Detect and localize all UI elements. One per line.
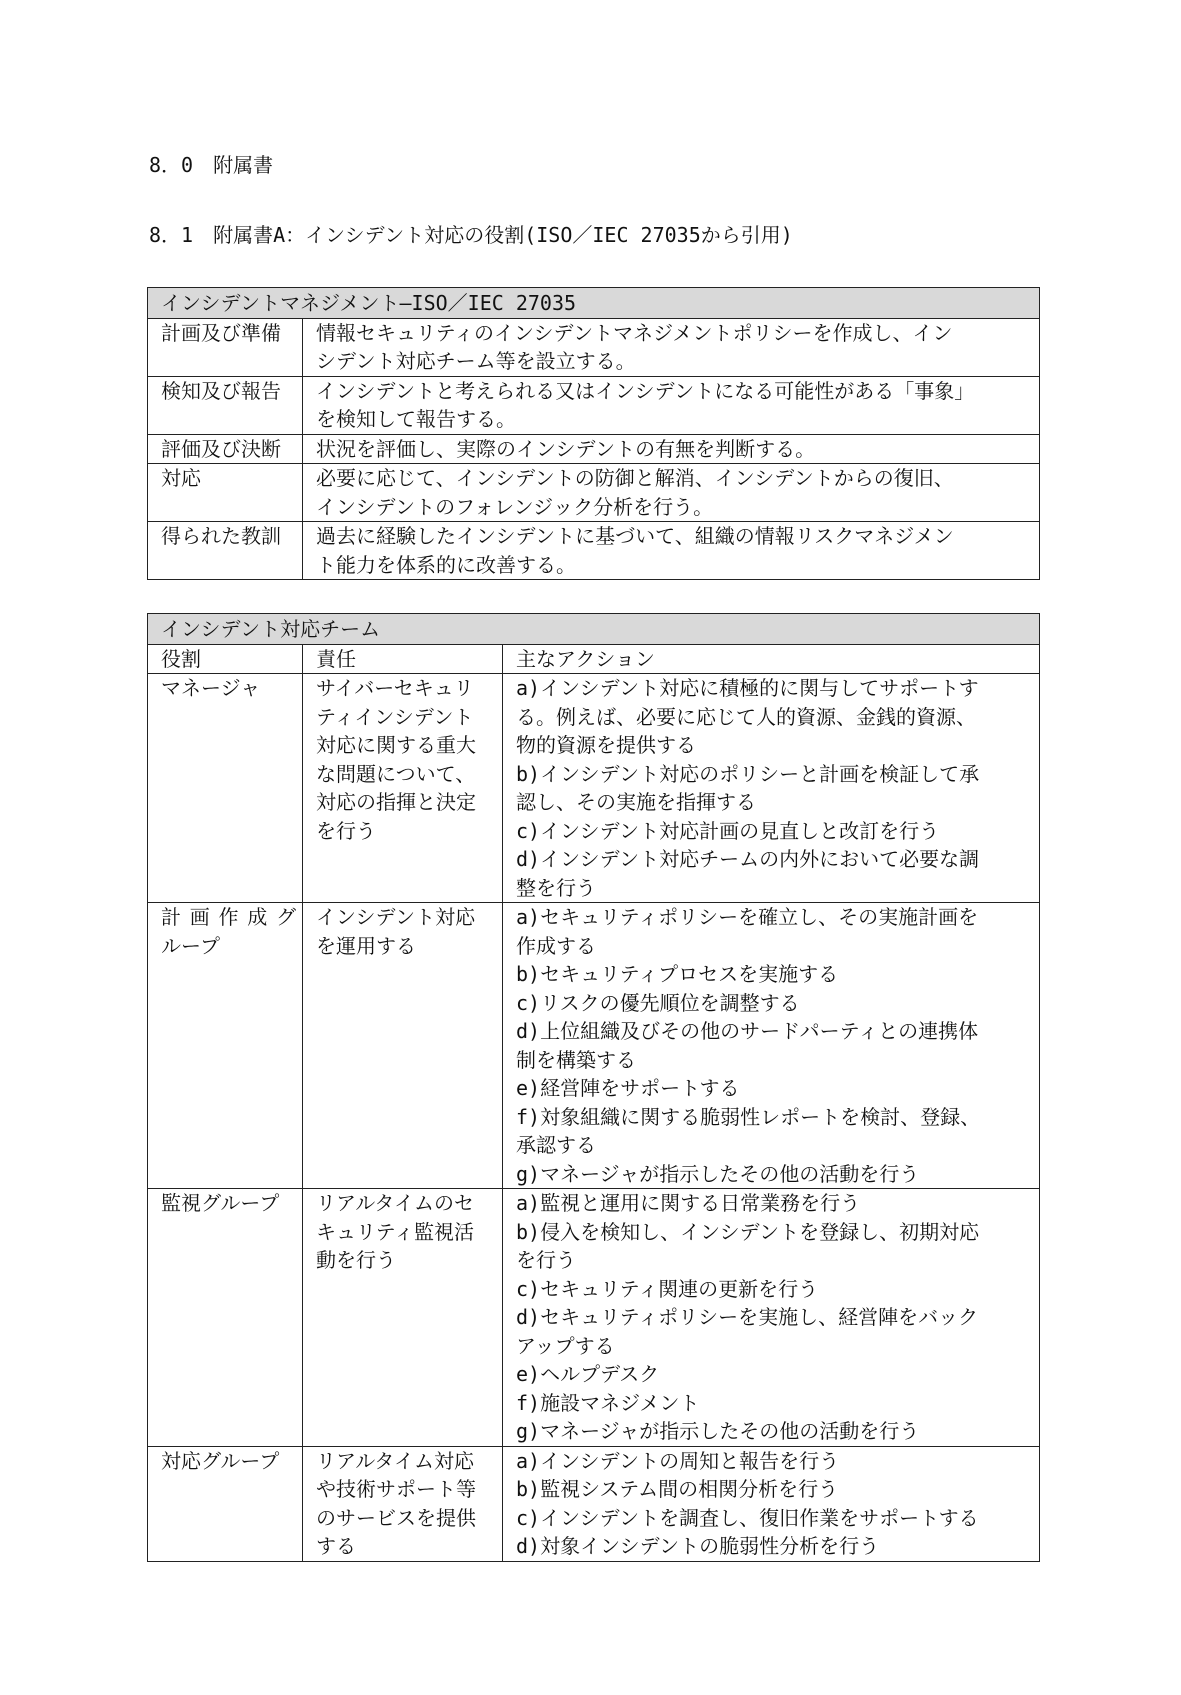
table-title-row — [148, 288, 1040, 319]
responsibility-cell-line: な問題について、 — [316, 761, 476, 786]
phase-cell-line: 検知及び報告 — [161, 378, 281, 403]
role-cell — [148, 1189, 303, 1447]
description-cell-line: 過去に経験したインシデントに基づいて、組織の情報リスクマネジメン — [316, 524, 954, 548]
actions-cell-line: c)リスクの優先順位を調整する — [516, 990, 800, 1015]
responsibility-cell-line: リアルタイム対応 — [316, 1448, 474, 1473]
responsibility-cell-line: 動を行う — [316, 1248, 396, 1272]
actions-cell-line: 制を構築する — [516, 1047, 636, 1072]
role-cell-line: 監視グループ — [161, 1191, 280, 1215]
actions-cell-line: 物的資源を提供する — [516, 733, 696, 757]
column-header-actions: 主なアクション — [503, 644, 1040, 674]
role-cell — [148, 903, 303, 1189]
table-title: インシデントマネジメント―ISO／IEC 27035 — [148, 288, 1040, 319]
description-cell-line: 状況を評価し、実際のインシデントの有無を判断する。 — [316, 436, 816, 461]
role-cell — [148, 1446, 303, 1561]
description-cell-line: を検知して報告する。 — [316, 407, 516, 431]
responsibility-cell-line: キュリティ監視活 — [316, 1219, 474, 1244]
incident-management-table — [147, 287, 1040, 580]
description-cell-line: 情報セキュリティのインシデントマネジメントポリシーを作成し、イン — [316, 320, 953, 345]
role-cell-line: 計画作成グ — [161, 905, 296, 929]
table-row — [148, 318, 1040, 376]
actions-cell-line: b)セキュリティプロセスを実施する — [516, 962, 839, 986]
phase-cell — [148, 318, 303, 376]
responsibility-cell-line: 対応の指揮と決定 — [316, 790, 476, 814]
actions-cell — [503, 903, 1040, 1189]
column-header-role: 役割 — [148, 644, 303, 674]
actions-cell-line: e)経営陣をサポートする — [516, 1076, 740, 1100]
responsibility-cell-line: 対応に関する重大 — [316, 733, 476, 757]
responsibility-cell-line: を運用する — [316, 933, 416, 958]
responsibility-cell — [303, 903, 503, 1189]
description-cell — [303, 318, 1040, 376]
responsibility-cell — [303, 674, 503, 903]
table-row — [148, 903, 1040, 1189]
role-cell — [148, 674, 303, 903]
responsibility-cell-line: ティインシデント — [316, 704, 474, 729]
description-cell-line: インシデントのフォレンジック分析を行う。 — [316, 494, 714, 519]
actions-cell-line: e)ヘルプデスク — [516, 1362, 660, 1386]
responsibility-cell-line: や技術サポート等 — [316, 1477, 476, 1501]
role-cell-line: ループ — [161, 933, 220, 958]
actions-cell-line: b)侵入を検知し、インシデントを登録し、初期対応 — [516, 1219, 980, 1244]
actions-cell-line: アップする — [516, 1333, 615, 1358]
table-row — [148, 1189, 1040, 1447]
actions-cell-line: f)施設マネジメント — [516, 1390, 700, 1415]
column-header-responsibility: 責任 — [303, 644, 503, 674]
role-cell-line: マネージャ — [161, 676, 261, 700]
actions-cell-line: c)インシデント対応計画の見直しと改訂を行う — [516, 818, 940, 843]
phase-cell-line: 評価及び決断 — [161, 436, 281, 461]
actions-cell-line: 整を行う — [516, 875, 596, 900]
actions-cell-line: 認し、その実施を指揮する — [516, 790, 756, 814]
phase-cell-line: 対応 — [161, 466, 201, 490]
phase-cell — [148, 434, 303, 464]
actions-cell-line: c)インシデントを調査し、復旧作業をサポートする — [516, 1505, 979, 1530]
actions-cell-line: a)監視と運用に関する日常業務を行う — [516, 1191, 861, 1215]
actions-cell — [503, 1189, 1040, 1447]
actions-cell-line: d)インシデント対応チームの内外において必要な調 — [516, 847, 980, 871]
table-row — [148, 376, 1040, 434]
table-title: インシデント対応チーム — [148, 614, 1040, 645]
phase-cell — [148, 522, 303, 580]
table-title-row — [148, 614, 1040, 645]
responsibility-cell-line: を行う — [316, 818, 376, 843]
actions-cell-line: d)セキュリティポリシーを実施し、経営陣をバック — [516, 1305, 979, 1329]
description-cell — [303, 464, 1040, 522]
responsibility-cell — [303, 1446, 503, 1561]
table-row — [148, 674, 1040, 903]
description-cell-line: ト能力を体系的に改善する。 — [316, 552, 576, 577]
actions-cell-line: 作成する — [516, 933, 596, 958]
incident-response-team-table — [147, 613, 1040, 1562]
section-heading: 8．0 附属書 — [149, 153, 274, 177]
actions-cell-line: る。例えば、必要に応じて人的資源、金銭的資源、 — [516, 704, 976, 729]
description-cell — [303, 434, 1040, 464]
phase-cell — [148, 464, 303, 522]
table-row — [148, 434, 1040, 464]
responsibility-cell — [303, 1189, 503, 1447]
table-row — [148, 464, 1040, 522]
actions-cell-line: d)対象インシデントの脆弱性分析を行う — [516, 1534, 880, 1558]
description-cell-line: シデント対応チーム等を設立する。 — [316, 349, 636, 373]
actions-cell-line: f)対象組織に関する脆弱性レポートを検討、登録、 — [516, 1104, 981, 1129]
actions-cell-line: g)マネージャが指示したその他の活動を行う — [516, 1419, 920, 1443]
phase-cell-line: 得られた教訓 — [161, 524, 281, 548]
role-cell-line: 対応グループ — [161, 1448, 280, 1473]
actions-cell — [503, 1446, 1040, 1561]
description-cell — [303, 376, 1040, 434]
responsibility-cell-line: リアルタイムのセ — [316, 1191, 474, 1215]
actions-cell-line: 承認する — [516, 1133, 596, 1157]
table-row — [148, 1446, 1040, 1561]
responsibility-cell-line: のサービスを提供 — [316, 1505, 476, 1530]
description-cell-line: 必要に応じて、インシデントの防御と解消、インシデントからの復旧、 — [316, 466, 954, 490]
responsibility-cell-line: サイバーセキュリ — [316, 676, 474, 700]
actions-cell-line: a)インシデントの周知と報告を行う — [516, 1448, 840, 1473]
phase-cell — [148, 376, 303, 434]
actions-cell-line: d)上位組織及びその他のサードパーティとの連携体 — [516, 1019, 979, 1043]
actions-cell-line: c)セキュリティ関連の更新を行う — [516, 1276, 819, 1301]
description-cell — [303, 522, 1040, 580]
responsibility-cell-line: する — [316, 1534, 356, 1558]
actions-cell-line: b)監視システム間の相関分析を行う — [516, 1477, 839, 1501]
actions-cell-line: b)インシデント対応のポリシーと計画を検証して承 — [516, 761, 980, 786]
responsibility-cell-line: インシデント対応 — [316, 905, 476, 929]
table-header-row — [148, 644, 1040, 674]
table-row — [148, 522, 1040, 580]
actions-cell-line: を行う — [516, 1248, 576, 1272]
actions-cell-line: a)セキュリティポリシーを確立し、その実施計画を — [516, 905, 979, 929]
phase-cell-line: 計画及び準備 — [161, 320, 281, 345]
actions-cell — [503, 674, 1040, 903]
subsection-heading: 8．1 附属書A：インシデント対応の役割(ISO／IEC 27035から引用) — [149, 223, 793, 247]
description-cell-line: インシデントと考えられる又はインシデントになる可能性がある「事象」 — [316, 378, 975, 403]
actions-cell-line: a)インシデント対応に積極的に関与してサポートす — [516, 676, 979, 700]
actions-cell-line: g)マネージャが指示したその他の活動を行う — [516, 1161, 920, 1186]
